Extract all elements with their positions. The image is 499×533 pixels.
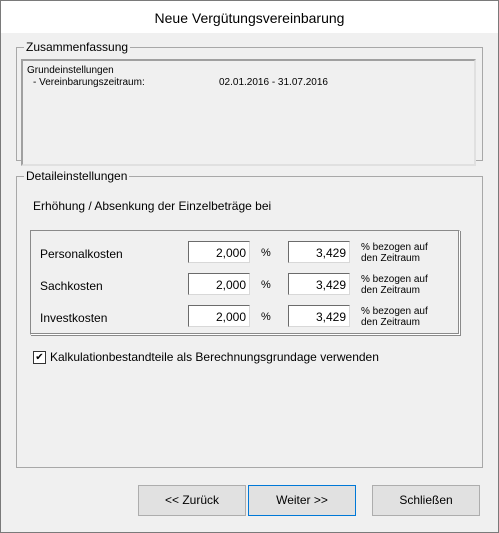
pct-unit-sachkosten: %	[261, 279, 271, 291]
period-unit-line2: den Zeitraum	[361, 317, 420, 328]
window-title: Neue Vergütungsvereinbarung	[154, 10, 345, 26]
back-button[interactable]: << Zurück	[138, 485, 246, 516]
row-label-sachkosten: Sachkosten	[40, 279, 103, 293]
details-legend: Detaileinstellungen	[26, 169, 128, 183]
cost-panel	[30, 230, 460, 335]
calc-basis-checkbox-label[interactable]: Kalkulationbestandteile als Berechnungsgrundage verwenden	[50, 350, 379, 364]
period-unit-line1: % bezogen auf	[361, 306, 428, 317]
period-label: - Vereinbarungszeitraum:	[33, 77, 145, 88]
summary-text-area[interactable]	[21, 59, 476, 166]
period-value: 02.01.2016 - 31.07.2016	[219, 77, 328, 88]
title-bar	[1, 1, 498, 33]
details-group	[16, 169, 483, 468]
percent-input-sachkosten[interactable]: 2,000	[188, 273, 250, 295]
row-label-investkosten: Investkosten	[40, 311, 108, 325]
summary-legend: Zusammenfassung	[26, 40, 129, 54]
percent-input-personalkosten[interactable]: 2,000	[188, 241, 250, 263]
next-button[interactable]: Weiter >>	[248, 485, 356, 516]
summary-heading: Grundeinstellungen	[27, 65, 114, 76]
period-unit-line1: % bezogen auf	[361, 242, 428, 253]
row-label-personalkosten: Personalkosten	[40, 247, 123, 261]
period-input-investkosten[interactable]: 3,429	[288, 305, 350, 327]
period-unit-sachkosten	[361, 274, 441, 296]
pct-unit-investkosten: %	[261, 311, 271, 323]
percent-input-investkosten[interactable]: 2,000	[188, 305, 250, 327]
close-button[interactable]: Schließen	[372, 485, 480, 516]
period-unit-line2: den Zeitraum	[361, 285, 420, 296]
details-description: Erhöhung / Absenkung der Einzelbeträge bei	[33, 199, 272, 213]
summary-group	[16, 40, 483, 161]
period-unit-line1: % bezogen auf	[361, 274, 428, 285]
period-input-personalkosten[interactable]: 3,429	[288, 241, 350, 263]
period-input-sachkosten[interactable]: 3,429	[288, 273, 350, 295]
period-unit-investkosten	[361, 306, 441, 328]
calc-basis-checkbox[interactable]: ✔	[33, 351, 46, 364]
pct-unit-personalkosten: %	[261, 247, 271, 259]
period-unit-line2: den Zeitraum	[361, 253, 420, 264]
period-unit-personalkosten	[361, 242, 441, 264]
